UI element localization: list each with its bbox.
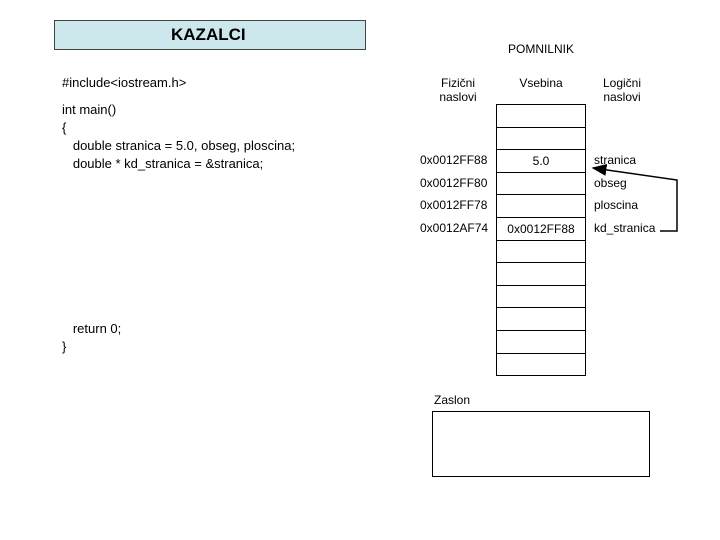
logical-name: obseg [594,175,627,190]
logical-name: ploscina [594,198,639,213]
memory-cell-value: 5.0 [532,153,550,168]
logical-name: kd_stranica [594,221,656,235]
code-return-line: return 0; [62,321,122,336]
screen-output-box [432,411,650,477]
physical-address: 0x0012FF78 [420,198,488,213]
code-open-brace: { [62,120,67,135]
physical-address: 0x0012FF88 [420,153,488,168]
physical-address: 0x0012AF74 [420,221,489,235]
page-title: KAZALCI [171,25,246,44]
code-include: #include<iostream.h> [62,75,187,90]
memory-title: POMNILNIK [508,42,575,56]
screen-label: Zaslon [434,393,471,407]
header-logical-addresses: Logični naslovi [602,76,642,104]
code-close-brace: } [62,339,67,354]
header-physical-addresses: Fizični naslovi [439,76,477,104]
code-declaration-line: double stranica = 5.0, obseg, ploscina; [62,138,296,153]
physical-address: 0x0012FF80 [420,175,488,190]
code-main-signature: int main() [62,102,117,117]
logical-name: stranica [594,153,637,168]
header-content: Vsebina [519,76,563,90]
memory-cell-value: 0x0012FF88 [507,221,575,236]
code-pointer-line: double * kd_stranica = &stranica; [62,156,264,171]
